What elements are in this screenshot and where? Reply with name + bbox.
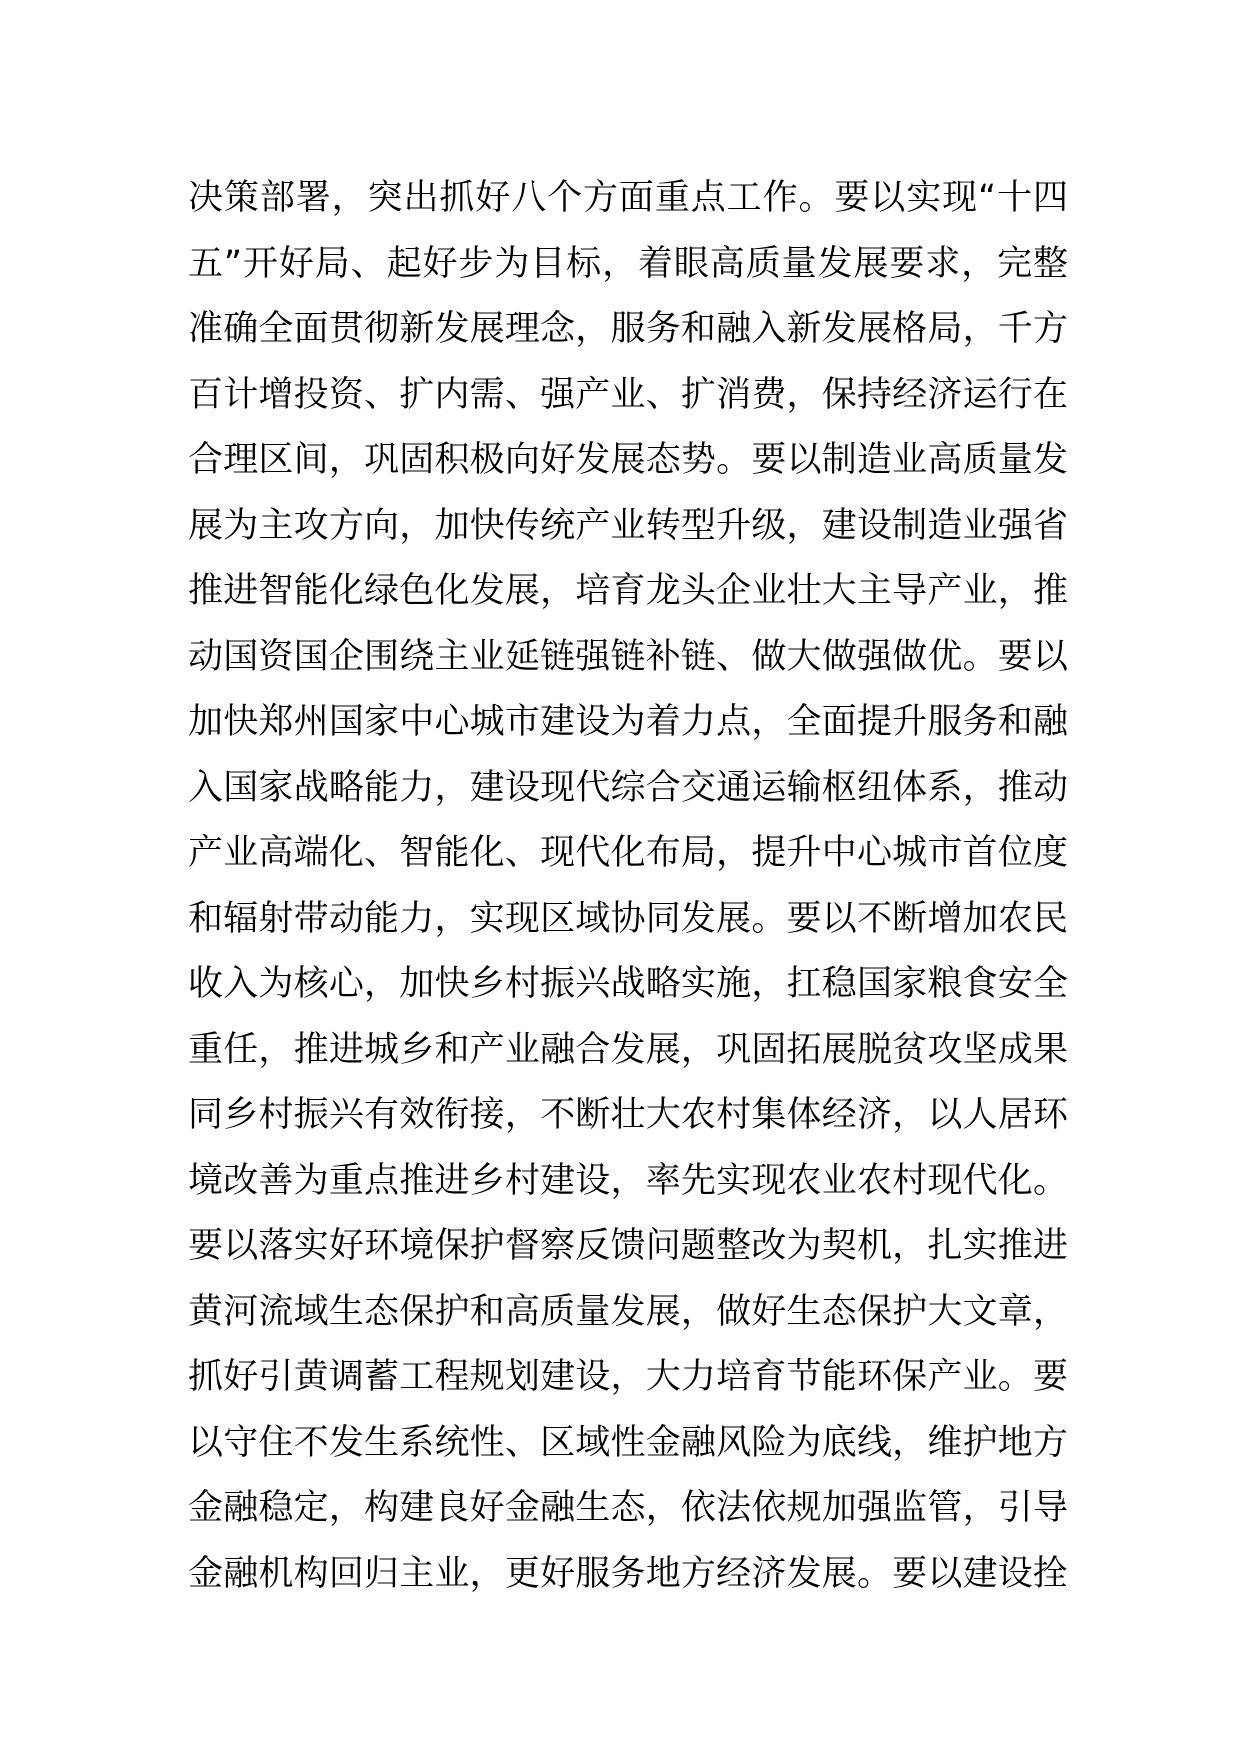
text-line: 准确全面贯彻新发展理念，服务和融入新发展格局，千方: [188, 309, 1068, 349]
text-line: 和辐射带动能力，实现区域协同发展。要以不断增加农民: [188, 898, 1068, 939]
text-line: 加快郑州国家中心城市建设为着力点，全面提升服务和融: [188, 702, 1068, 742]
text-line: 金融稳定，构建良好金融生态，依法依规加强监管，引导: [188, 1488, 1068, 1528]
text-line: 决策部署，突出抓好八个方面重点工作。要以实现“十四: [188, 178, 1068, 218]
text-line: 重任，推进城乡和产业融合发展，巩固拓展脱贫攻坚成果: [188, 1029, 1068, 1070]
text-line: 入国家战略能力，建设现代综合交通运输枢纽体系，推动: [188, 767, 1068, 808]
text-line: 同乡村振兴有效衔接，不断壮大农村集体经济，以人居环: [188, 1095, 1068, 1135]
text-line: 金融机构回归主业，更好服务地方经济发展。要以建设拴: [188, 1553, 1068, 1594]
text-line: 黄河流域生态保护和高质量发展，做好生态保护大文章，: [188, 1291, 1068, 1332]
text-line: 五”开好局、起好步为目标，着眼高质量发展要求，完整: [188, 243, 1068, 284]
text-line: 百计增投资、扩内需、强产业、扩消费，保持经济运行在: [188, 374, 1068, 415]
text-line: 境改善为重点推进乡村建设，率先实现农业农村现代化。: [188, 1160, 1068, 1201]
text-line: 要以落实好环境保护督察反馈问题整改为契机，扎实推进: [188, 1226, 1068, 1266]
text-line: 抓好引黄调蓄工程规划建设，大力培育节能环保产业。要: [188, 1357, 1068, 1397]
text-line: 以守住不发生系统性、区域性金融风险为底线，维护地方: [188, 1422, 1068, 1463]
body-paragraph: [188, 166, 1068, 1607]
text-line: 合理区间，巩固积极向好发展态势。要以制造业高质量发: [188, 440, 1068, 480]
text-line: 收入为核心，加快乡村振兴战略实施，扛稳国家粮食安全: [188, 964, 1068, 1004]
text-line: 推进智能化绿色化发展，培育龙头企业壮大主导产业，推: [188, 571, 1068, 611]
text-line: 展为主攻方向，加快传统产业转型升级，建设制造业强省: [188, 505, 1068, 546]
text-line: 产业高端化、智能化、现代化布局，提升中心城市首位度: [188, 833, 1068, 873]
text-line: 动国资国企围绕主业延链强链补链、做大做强做优。要以: [188, 636, 1068, 677]
